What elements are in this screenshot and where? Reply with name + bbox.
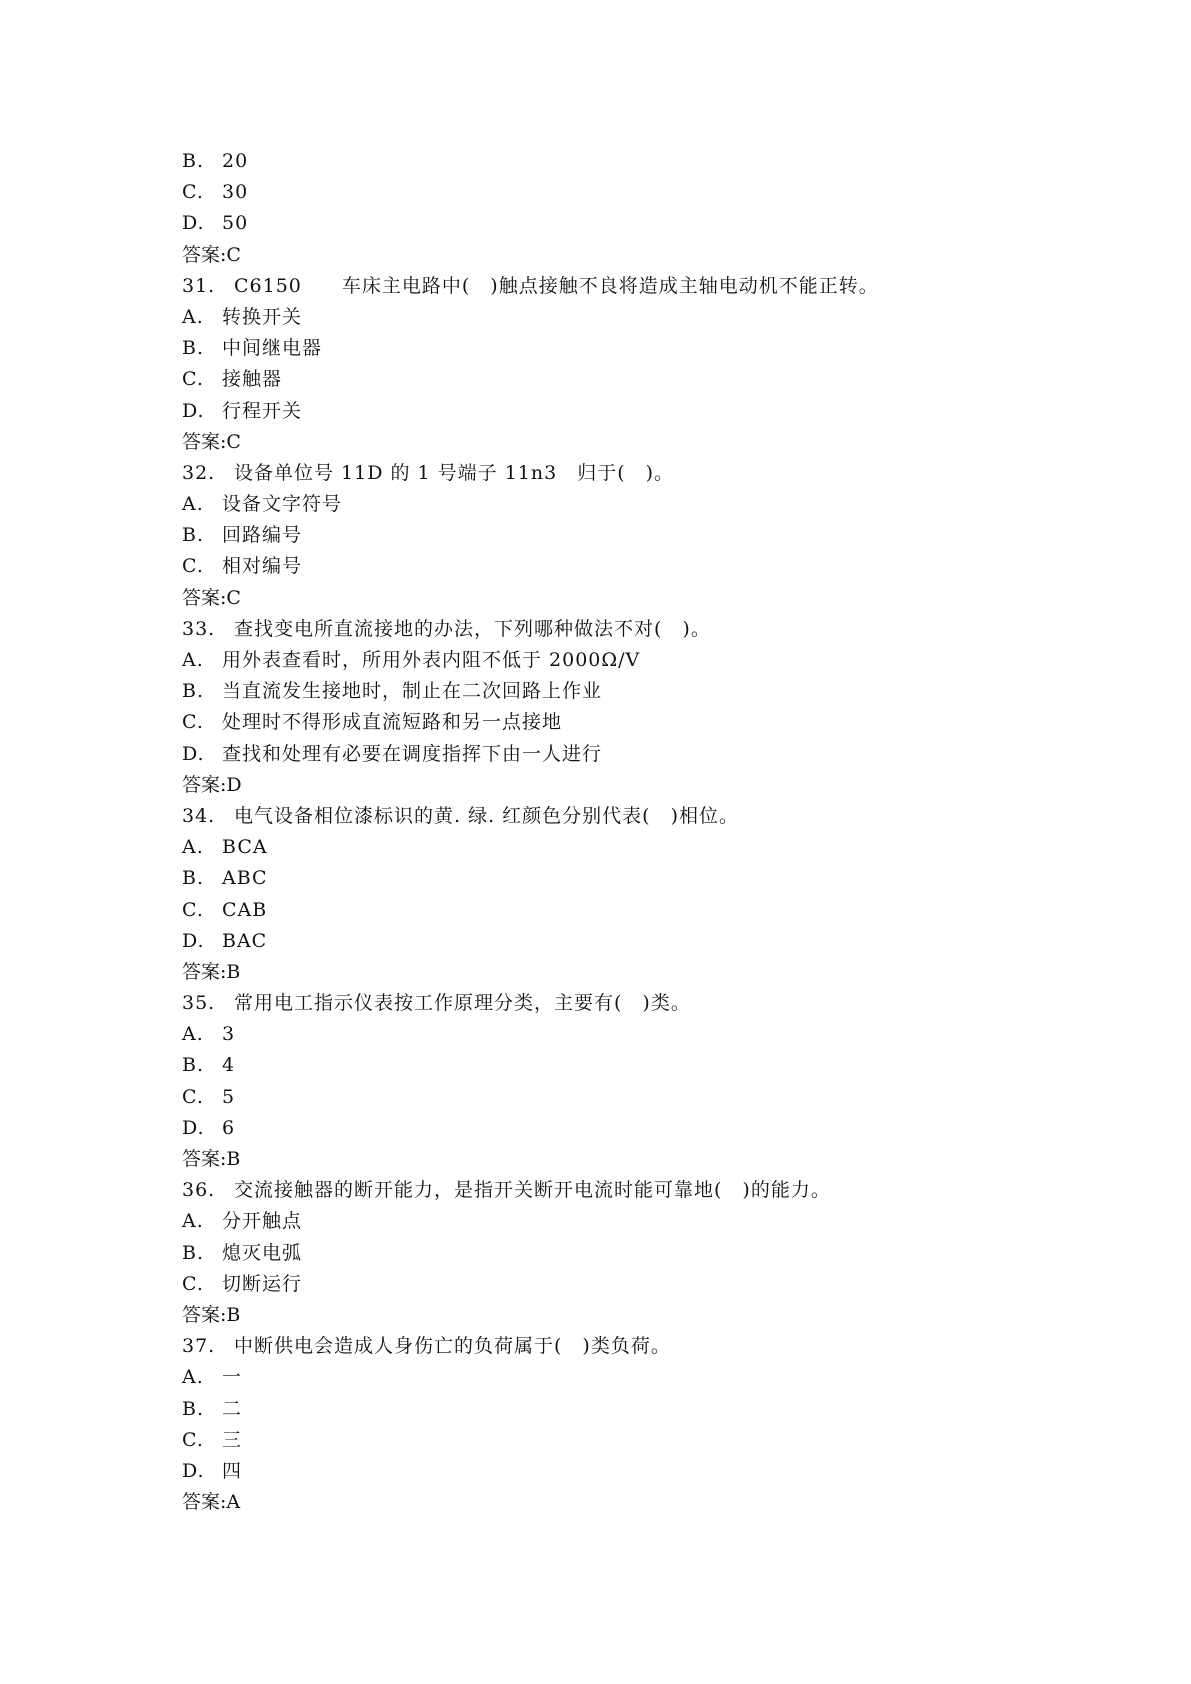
question-number: 31.	[182, 274, 216, 297]
answer-value: B	[226, 960, 242, 983]
answer-key	[182, 957, 1082, 988]
answer-option	[182, 396, 1082, 427]
option-label: A.	[182, 649, 204, 671]
answer-prefix: 答案:	[182, 430, 227, 453]
answer-value: D	[226, 773, 243, 796]
question-number: 36.	[182, 1179, 216, 1202]
option-text: 中间继电器	[222, 337, 323, 360]
answer-option	[182, 1206, 1082, 1237]
answer-option	[182, 1113, 1082, 1144]
question-stem	[182, 1331, 1082, 1362]
question-text: 查找变电所直流接地的办法，下列哪种做法不对( )。	[234, 617, 711, 640]
answer-option	[182, 707, 1082, 738]
question-stem	[182, 271, 1082, 302]
answer-value: B	[226, 1303, 242, 1326]
answer-key	[182, 427, 1082, 458]
option-label: D.	[182, 929, 205, 952]
answer-option	[182, 1238, 1082, 1269]
answer-option	[182, 146, 1082, 177]
option-text: 查找和处理有必要在调度指挥下由一人进行	[222, 742, 603, 765]
answer-option	[182, 645, 1082, 676]
answer-value: A	[226, 1491, 242, 1514]
question-text: 设备单位号 11D 的 1 号端子 11n3 归于( )。	[234, 461, 675, 484]
answer-option	[182, 1362, 1082, 1393]
question-text: C6150 车床主电路中( )触点接触不良将造成主轴电动机不能正转。	[234, 274, 879, 297]
answer-option	[182, 1050, 1082, 1081]
option-label: D.	[182, 1459, 205, 1482]
option-text: 分开触点	[222, 1210, 303, 1233]
option-text: 20	[222, 150, 249, 172]
option-label: C.	[182, 898, 204, 921]
answer-option	[182, 520, 1082, 551]
option-text: 30	[222, 181, 249, 204]
answer-option	[182, 739, 1082, 770]
option-text: 二	[222, 1397, 243, 1420]
option-label: C.	[182, 1272, 204, 1295]
answer-prefix: 答案:	[182, 243, 227, 266]
option-text: 一	[222, 1366, 243, 1389]
answer-key	[182, 1300, 1082, 1331]
option-text: 接触器	[222, 368, 283, 391]
question-stem	[182, 1175, 1082, 1206]
answer-option	[182, 1019, 1082, 1050]
answer-option	[182, 895, 1082, 926]
question-number: 32.	[182, 461, 216, 484]
answer-key	[182, 583, 1082, 614]
answer-prefix: 答案:	[182, 586, 227, 609]
question-stem	[182, 458, 1082, 489]
option-label: B.	[182, 524, 205, 547]
answer-option	[182, 676, 1082, 707]
option-label: B.	[182, 150, 205, 172]
answer-option	[182, 364, 1082, 395]
option-label: C.	[182, 368, 204, 391]
option-text: 切断运行	[222, 1272, 303, 1295]
answer-key	[182, 1144, 1082, 1175]
option-label: D.	[182, 1116, 205, 1139]
option-label: C.	[182, 181, 204, 204]
option-label: B.	[182, 1397, 205, 1420]
question-text: 电气设备相位漆标识的黄. 绿. 红颜色分别代表( )相位。	[234, 804, 739, 827]
option-label: B.	[182, 337, 205, 360]
answer-prefix: 答案:	[182, 773, 227, 796]
option-label: C.	[182, 1085, 204, 1108]
question-text: 常用电工指示仪表按工作原理分类，主要有( )类。	[234, 992, 691, 1015]
answer-value: C	[226, 243, 242, 266]
option-text: 5	[222, 1085, 236, 1108]
option-label: A.	[182, 836, 204, 859]
option-text: 转换开关	[222, 305, 303, 328]
option-label: C.	[182, 711, 204, 734]
option-label: D.	[182, 212, 205, 235]
question-number: 37.	[182, 1335, 216, 1358]
answer-option	[182, 1269, 1082, 1300]
answer-prefix: 答案:	[182, 1148, 227, 1170]
option-label: A.	[182, 305, 204, 328]
option-text: BCA	[222, 836, 268, 859]
question-number: 35.	[182, 992, 216, 1015]
answer-option	[182, 863, 1082, 894]
option-text: 3	[222, 1023, 236, 1046]
option-text: 50	[222, 212, 249, 235]
answer-option	[182, 302, 1082, 333]
answer-option	[182, 832, 1082, 863]
answer-key	[182, 1487, 1082, 1518]
option-label: B.	[182, 680, 205, 703]
answer-value: C	[226, 430, 242, 453]
option-text: 当直流发生接地时，制止在二次回路上作业	[222, 680, 603, 703]
question-stem	[182, 614, 1082, 645]
option-label: B.	[182, 1054, 205, 1077]
option-text: 三	[222, 1428, 243, 1451]
option-label: A.	[182, 493, 204, 516]
answer-option	[182, 208, 1082, 239]
question-number: 33.	[182, 617, 216, 640]
answer-prefix: 答案:	[182, 960, 227, 983]
option-text: BAC	[222, 929, 268, 952]
answer-prefix: 答案:	[182, 1303, 227, 1326]
answer-option	[182, 1425, 1082, 1456]
question-text: 中断供电会造成人身伤亡的负荷属于( )类负荷。	[234, 1335, 671, 1358]
answer-option	[182, 1394, 1082, 1425]
answer-prefix: 答案:	[182, 1491, 227, 1514]
answer-option	[182, 333, 1082, 364]
answer-value: C	[226, 586, 242, 609]
option-text: 回路编号	[222, 524, 303, 547]
option-text: 四	[222, 1459, 243, 1482]
option-label: A.	[182, 1210, 204, 1233]
option-text: 4	[222, 1054, 236, 1077]
option-text: 处理时不得形成直流短路和另一点接地	[222, 711, 563, 734]
answer-value: B	[226, 1148, 242, 1170]
question-list	[182, 146, 1082, 1518]
question-number: 34.	[182, 804, 216, 827]
question-stem	[182, 988, 1082, 1019]
question-text: 交流接触器的断开能力，是指开关断开电流时能可靠地( )的能力。	[234, 1179, 831, 1202]
option-label: B.	[182, 867, 205, 890]
option-text: 用外表查看时，所用外表内阻不低于 2000Ω/V	[222, 649, 641, 671]
question-stem	[182, 801, 1082, 832]
option-text: CAB	[222, 898, 268, 921]
answer-key	[182, 240, 1082, 271]
option-text: ABC	[222, 867, 268, 890]
answer-option	[182, 1456, 1082, 1487]
answer-option	[182, 489, 1082, 520]
answer-option	[182, 551, 1082, 582]
option-text: 相对编号	[222, 555, 303, 578]
option-label: D.	[182, 742, 205, 765]
option-label: D.	[182, 399, 205, 422]
option-label: C.	[182, 555, 204, 578]
option-label: A.	[182, 1023, 204, 1046]
answer-option	[182, 177, 1082, 208]
option-text: 行程开关	[222, 399, 303, 422]
option-text: 熄灭电弧	[222, 1241, 303, 1264]
answer-option	[182, 1082, 1082, 1113]
answer-key	[182, 770, 1082, 801]
option-text: 设备文字符号	[222, 493, 343, 516]
answer-option	[182, 926, 1082, 957]
option-label: C.	[182, 1428, 204, 1451]
option-label: B.	[182, 1241, 205, 1264]
option-label: A.	[182, 1366, 204, 1389]
option-text: 6	[222, 1116, 236, 1139]
